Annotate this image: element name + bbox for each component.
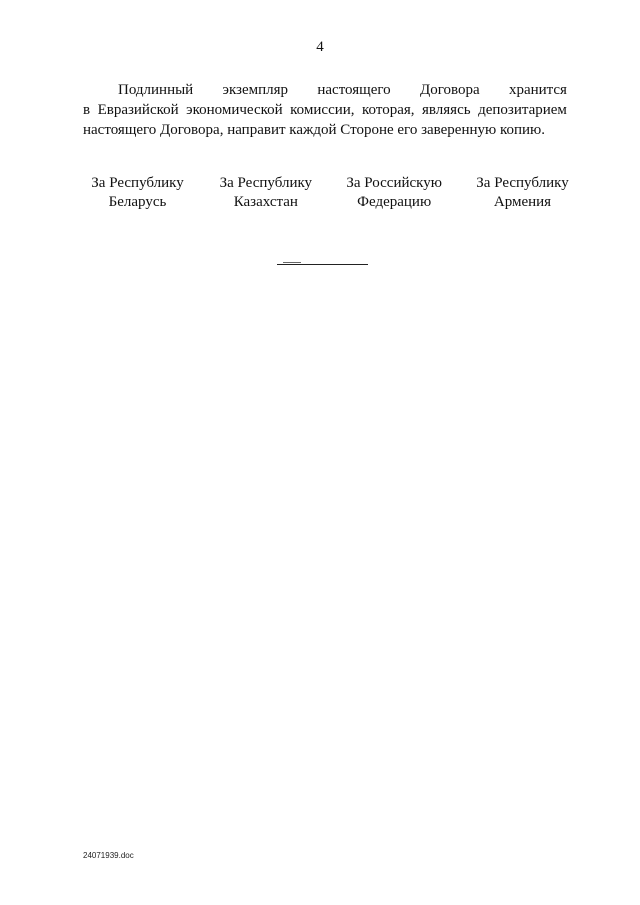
signature-line: За Республику: [91, 175, 184, 191]
signature-party: Федерацию: [357, 194, 432, 210]
signature-party: Казахстан: [233, 194, 298, 210]
file-name-footer: 24071939.doc: [83, 851, 134, 860]
paragraph-word: хранится: [508, 82, 567, 98]
signature-party: Беларусь: [108, 194, 167, 210]
paragraph-word: Евразийской: [97, 102, 179, 118]
paragraph-word: которая,: [362, 102, 415, 118]
end-rule-tick: [283, 262, 301, 263]
signature-line: За Республику: [219, 175, 313, 191]
signature-block-belarus: [75, 174, 200, 212]
paragraph-line-1: [83, 80, 567, 100]
paragraph-word: настоящего: [317, 82, 391, 98]
paragraph-word: являясь: [422, 102, 471, 118]
paragraph-word: экономической: [186, 102, 283, 118]
page-number: 4: [316, 39, 324, 55]
paragraph-word: комиссии,: [290, 102, 355, 118]
signature-block-russia: [332, 174, 457, 212]
signature-block-armenia: [460, 174, 585, 212]
paragraph-word: Подлинный: [118, 82, 194, 98]
signature-line: За Республику: [476, 175, 569, 191]
signature-block-kazakhstan: [203, 174, 328, 212]
paragraph-word: депозитарием: [478, 102, 567, 118]
depositary-paragraph: [83, 80, 567, 140]
signature-party: Армения: [493, 194, 552, 210]
paragraph-word: экземпляр: [222, 82, 289, 98]
signature-line: За Российскую: [346, 175, 442, 191]
paragraph-word: в: [83, 102, 91, 118]
end-of-text-rule: [277, 264, 368, 265]
paragraph-line-2: [83, 100, 567, 120]
signature-blocks: [75, 174, 585, 212]
paragraph-line-3: настоящего Договора, направит каждой Стороне его заверенную копию.: [83, 122, 546, 138]
paragraph-word: Договора: [419, 82, 480, 98]
